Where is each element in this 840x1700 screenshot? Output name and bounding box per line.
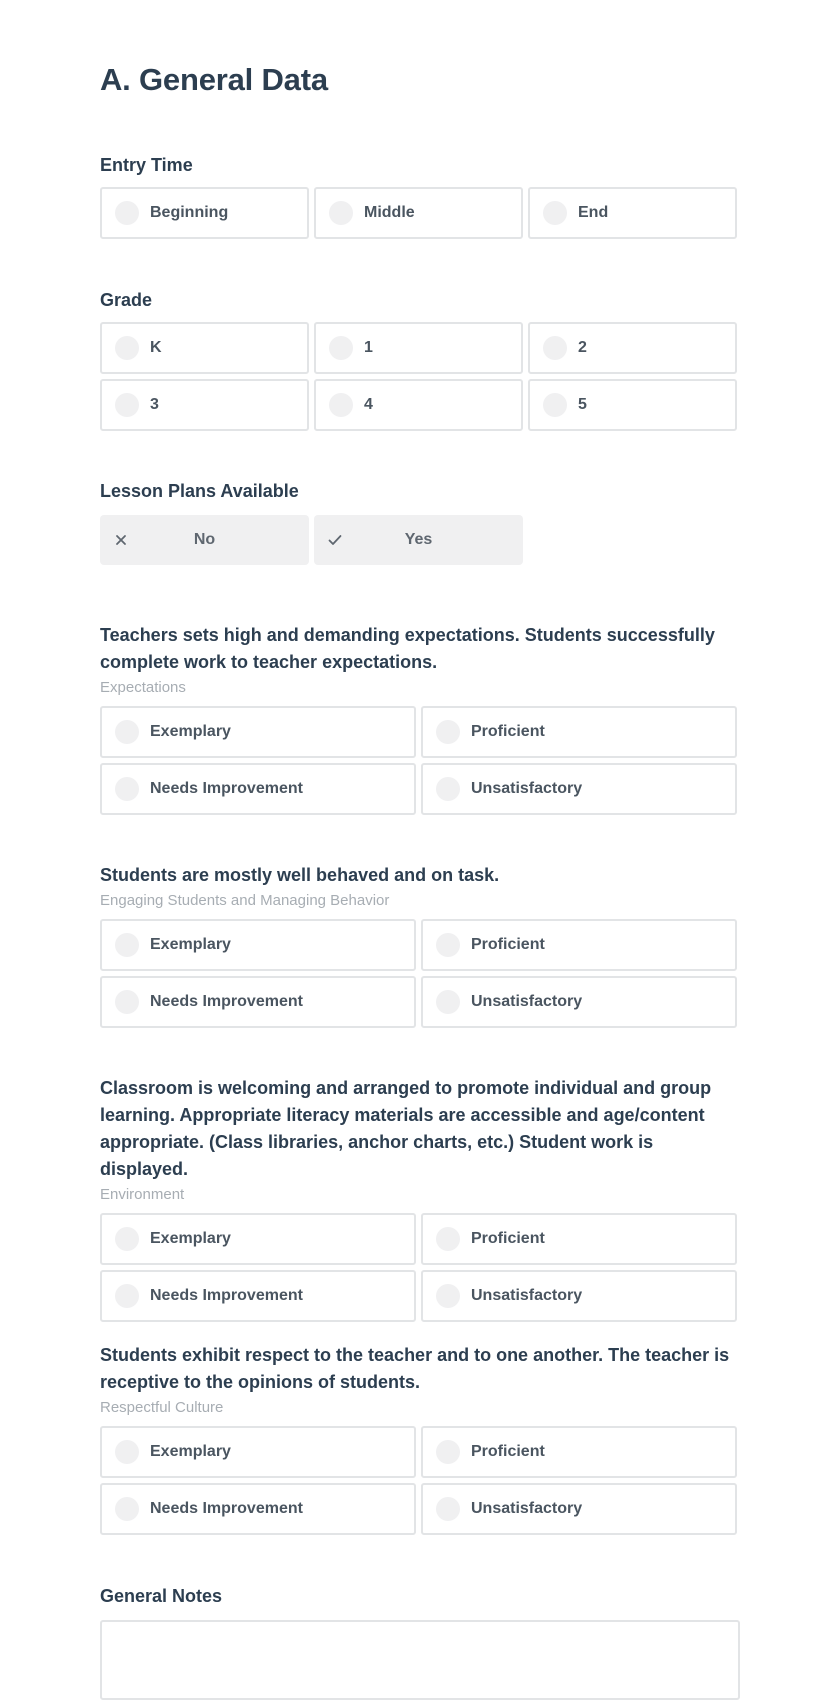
radio-icon bbox=[115, 1227, 139, 1251]
radio-icon bbox=[115, 336, 139, 360]
radio-icon bbox=[436, 1497, 460, 1521]
question-category: Environment bbox=[100, 1186, 185, 1203]
radio-icon bbox=[436, 777, 460, 801]
radio-icon bbox=[329, 201, 353, 225]
radio-icon bbox=[115, 1284, 139, 1308]
radio-icon bbox=[436, 1227, 460, 1251]
radio-icon bbox=[115, 201, 139, 225]
radio-icon bbox=[115, 777, 139, 801]
rating-options bbox=[100, 1213, 740, 1322]
radio-icon bbox=[436, 990, 460, 1014]
entry-time-options bbox=[100, 187, 740, 239]
option-label: 2 bbox=[578, 339, 587, 356]
rating-option-exemplary[interactable] bbox=[100, 919, 416, 971]
lesson-plans-yes-button[interactable] bbox=[314, 515, 523, 565]
rating-option-proficient[interactable] bbox=[421, 1426, 737, 1478]
rating-option-proficient[interactable] bbox=[421, 919, 737, 971]
radio-icon bbox=[436, 933, 460, 957]
radio-icon bbox=[543, 201, 567, 225]
option-label: K bbox=[150, 339, 162, 356]
option-label: Unsatisfactory bbox=[471, 1287, 583, 1304]
radio-icon bbox=[436, 720, 460, 744]
question-title: Students exhibit respect to the teacher and to one another. The teacher is receptive to the opinions of students. bbox=[100, 1345, 730, 1392]
radio-icon bbox=[115, 1440, 139, 1464]
question-title: Classroom is welcoming and arranged to promote individual and group learning. Appropriate literacy materials are accessible and age/content appropriate. (Class libraries, anchor charts, etc.) Student work is displayed. bbox=[100, 1078, 712, 1179]
question-title: Teachers sets high and demanding expectations. Students successfully complete work to teacher expectations. bbox=[100, 625, 715, 672]
rating-options bbox=[100, 706, 740, 815]
entry-time-title: Entry Time bbox=[100, 155, 193, 175]
grade-option-k[interactable] bbox=[100, 322, 309, 374]
general-notes-title: General Notes bbox=[100, 1586, 223, 1606]
expectations-section bbox=[100, 622, 740, 815]
lesson-plans-no-button[interactable] bbox=[100, 515, 309, 565]
rating-option-exemplary[interactable] bbox=[100, 1426, 416, 1478]
check-icon bbox=[328, 533, 342, 547]
option-label: 4 bbox=[364, 396, 373, 413]
option-label: 3 bbox=[150, 396, 159, 413]
radio-icon bbox=[115, 933, 139, 957]
option-label: Proficient bbox=[471, 1230, 545, 1247]
rating-option-needs-improvement[interactable] bbox=[100, 1270, 416, 1322]
option-label: Unsatisfactory bbox=[471, 780, 583, 797]
behavior-section bbox=[100, 862, 740, 1028]
radio-icon bbox=[329, 336, 353, 360]
option-label: Middle bbox=[364, 204, 415, 221]
entry-time-option-beginning[interactable] bbox=[100, 187, 309, 239]
option-label: Exemplary bbox=[150, 936, 231, 953]
rating-option-unsatisfactory[interactable] bbox=[421, 763, 737, 815]
general-notes-textarea[interactable] bbox=[100, 1620, 740, 1700]
rating-option-unsatisfactory[interactable] bbox=[421, 1270, 737, 1322]
option-label: Proficient bbox=[471, 723, 545, 740]
rating-options bbox=[100, 919, 740, 1028]
radio-icon bbox=[115, 393, 139, 417]
option-label: Proficient bbox=[471, 936, 545, 953]
option-label: Unsatisfactory bbox=[471, 1500, 583, 1517]
lesson-plans-section bbox=[100, 478, 740, 565]
rating-option-unsatisfactory[interactable] bbox=[421, 1483, 737, 1535]
rating-option-proficient[interactable] bbox=[421, 706, 737, 758]
rating-option-unsatisfactory[interactable] bbox=[421, 976, 737, 1028]
rating-option-proficient[interactable] bbox=[421, 1213, 737, 1265]
grade-option-4[interactable] bbox=[314, 379, 523, 431]
yes-label: Yes bbox=[404, 531, 433, 548]
question-category: Respectful Culture bbox=[100, 1399, 224, 1416]
entry-time-option-middle[interactable] bbox=[314, 187, 523, 239]
option-label: Needs Improvement bbox=[150, 1287, 303, 1304]
radio-icon bbox=[329, 393, 353, 417]
option-label: Needs Improvement bbox=[150, 993, 303, 1010]
option-label: Proficient bbox=[471, 1443, 545, 1460]
question-category: Expectations bbox=[100, 679, 186, 696]
rating-option-needs-improvement[interactable] bbox=[100, 976, 416, 1028]
entry-time-option-end[interactable] bbox=[528, 187, 737, 239]
option-label: Needs Improvement bbox=[150, 780, 303, 797]
rating-options bbox=[100, 1426, 740, 1535]
radio-icon bbox=[436, 1440, 460, 1464]
option-label: Exemplary bbox=[150, 1443, 231, 1460]
option-label: Exemplary bbox=[150, 723, 231, 740]
grade-option-5[interactable] bbox=[528, 379, 737, 431]
entry-time-section bbox=[100, 152, 740, 239]
lesson-plans-toggle bbox=[100, 515, 740, 565]
no-label: No bbox=[193, 531, 216, 548]
radio-icon bbox=[115, 990, 139, 1014]
grade-title: Grade bbox=[100, 290, 153, 310]
page-title: A. General Data bbox=[100, 62, 328, 97]
question-title: Students are mostly well behaved and on task. bbox=[100, 865, 500, 885]
rating-option-needs-improvement[interactable] bbox=[100, 763, 416, 815]
option-label: Unsatisfactory bbox=[471, 993, 583, 1010]
option-label: Exemplary bbox=[150, 1230, 231, 1247]
radio-icon bbox=[115, 1497, 139, 1521]
question-category: Engaging Students and Managing Behavior bbox=[100, 892, 390, 909]
option-label: 1 bbox=[364, 339, 373, 356]
option-label: End bbox=[578, 204, 609, 221]
respectful-culture-section bbox=[100, 1342, 740, 1535]
option-label: Beginning bbox=[150, 204, 229, 221]
grade-option-2[interactable] bbox=[528, 322, 737, 374]
radio-icon bbox=[115, 720, 139, 744]
option-label: 5 bbox=[578, 396, 587, 413]
lesson-plans-title: Lesson Plans Available bbox=[100, 481, 299, 501]
option-label: Needs Improvement bbox=[150, 1500, 303, 1517]
rating-option-exemplary[interactable] bbox=[100, 706, 416, 758]
general-notes-section bbox=[100, 1583, 740, 1700]
grade-option-3[interactable] bbox=[100, 379, 309, 431]
radio-icon bbox=[436, 1284, 460, 1308]
grade-options bbox=[100, 322, 740, 431]
environment-section bbox=[100, 1075, 740, 1322]
radio-icon bbox=[543, 393, 567, 417]
close-icon bbox=[114, 533, 128, 547]
rating-option-needs-improvement[interactable] bbox=[100, 1483, 416, 1535]
rating-option-exemplary[interactable] bbox=[100, 1213, 416, 1265]
radio-icon bbox=[543, 336, 567, 360]
grade-option-1[interactable] bbox=[314, 322, 523, 374]
grade-section bbox=[100, 287, 740, 431]
